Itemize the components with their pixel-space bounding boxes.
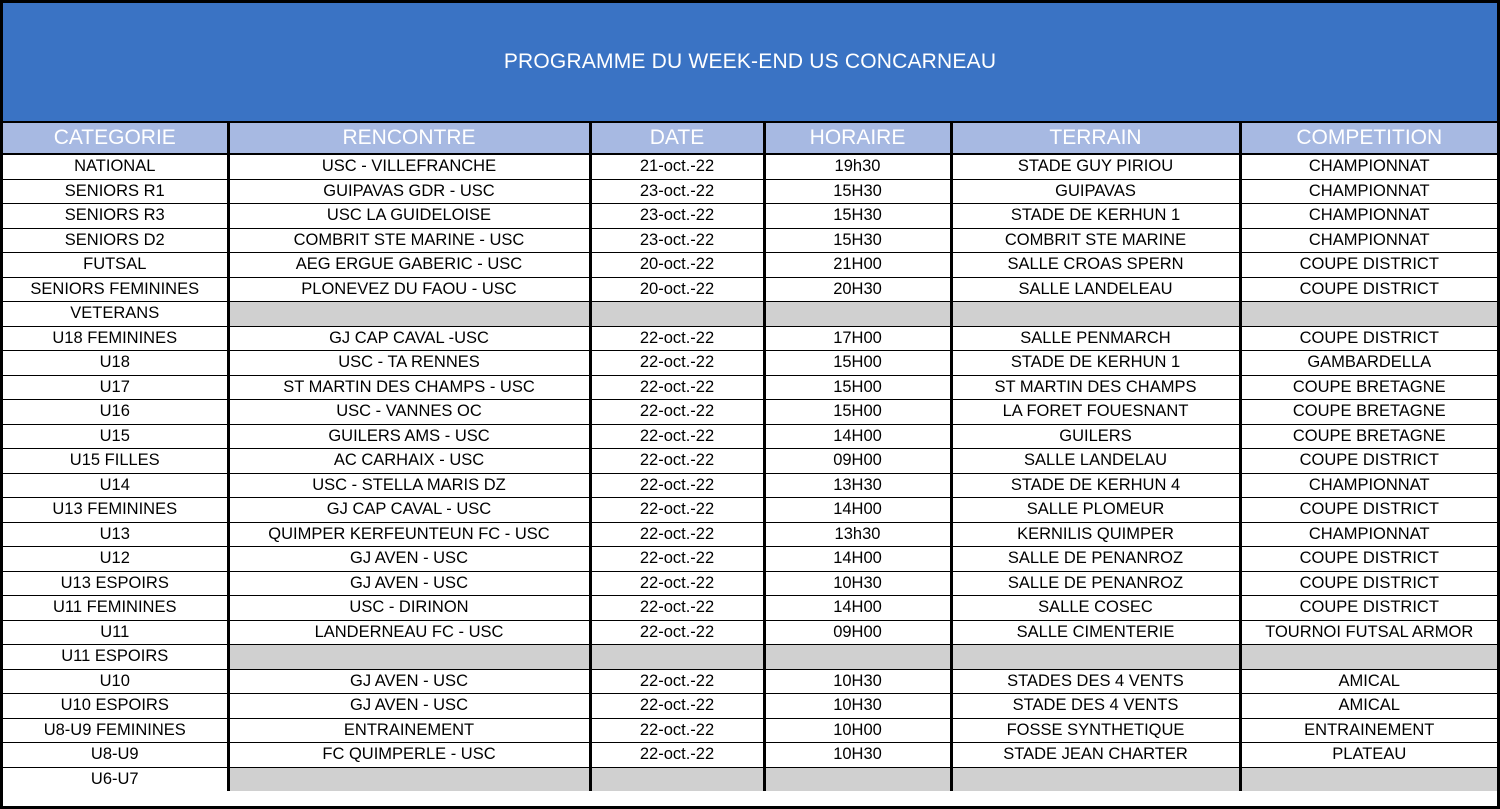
cell-date: 22-oct.-22 [590, 743, 764, 768]
cell-category: U18 FEMININES [3, 326, 228, 351]
cell-competition: CHAMPIONNAT [1240, 154, 1497, 179]
cell-match: USC - VILLEFRANCHE [228, 154, 590, 179]
table-row [3, 253, 1497, 278]
cell-category: U13 FEMININES [3, 498, 228, 523]
cell-venue: SALLE CIMENTERIE [951, 620, 1240, 645]
cell-venue: STADE JEAN CHARTER [951, 743, 1240, 768]
cell-time: 13h30 [764, 522, 951, 547]
cell-match [228, 767, 590, 791]
cell-category: U18 [3, 351, 228, 376]
cell-competition: COUPE BRETAGNE [1240, 424, 1497, 449]
cell-category: U8-U9 FEMININES [3, 718, 228, 743]
cell-match: USC - TA RENNES [228, 351, 590, 376]
cell-category: U13 ESPOIRS [3, 571, 228, 596]
cell-date [590, 645, 764, 670]
table-row [3, 547, 1497, 572]
cell-match: FC QUIMPERLE - USC [228, 743, 590, 768]
cell-category: U15 [3, 424, 228, 449]
table-row [3, 449, 1497, 474]
cell-date: 20-oct.-22 [590, 253, 764, 278]
cell-date: 22-oct.-22 [590, 669, 764, 694]
cell-category: U11 [3, 620, 228, 645]
cell-match: QUIMPER KERFEUNTEUN FC - USC [228, 522, 590, 547]
cell-time: 14H00 [764, 424, 951, 449]
cell-time: 10H30 [764, 743, 951, 768]
cell-time [764, 645, 951, 670]
cell-category: U15 FILLES [3, 449, 228, 474]
cell-date: 22-oct.-22 [590, 694, 764, 719]
cell-date: 22-oct.-22 [590, 498, 764, 523]
table-row [3, 498, 1497, 523]
cell-time: 21H00 [764, 253, 951, 278]
cell-competition: AMICAL [1240, 669, 1497, 694]
table-row [3, 400, 1497, 425]
cell-time: 14H00 [764, 596, 951, 621]
cell-match: USC LA GUIDELOISE [228, 204, 590, 229]
cell-competition [1240, 302, 1497, 327]
cell-match: USC - VANNES OC [228, 400, 590, 425]
cell-date: 22-oct.-22 [590, 375, 764, 400]
cell-category: NATIONAL [3, 154, 228, 179]
cell-time: 15H00 [764, 400, 951, 425]
cell-date: 22-oct.-22 [590, 449, 764, 474]
cell-venue: KERNILIS QUIMPER [951, 522, 1240, 547]
cell-date: 22-oct.-22 [590, 596, 764, 621]
cell-venue: FOSSE SYNTHETIQUE [951, 718, 1240, 743]
cell-date: 22-oct.-22 [590, 400, 764, 425]
cell-category: U16 [3, 400, 228, 425]
table-row [3, 669, 1497, 694]
cell-time: 14H00 [764, 547, 951, 572]
table-row [3, 743, 1497, 768]
cell-match: LANDERNEAU FC - USC [228, 620, 590, 645]
cell-time: 09H00 [764, 620, 951, 645]
cell-venue: GUILERS [951, 424, 1240, 449]
cell-venue: SALLE LANDELAU [951, 449, 1240, 474]
cell-date: 22-oct.-22 [590, 326, 764, 351]
cell-competition: CHAMPIONNAT [1240, 228, 1497, 253]
cell-match: ENTRAINEMENT [228, 718, 590, 743]
cell-match: AC CARHAIX - USC [228, 449, 590, 474]
cell-date: 22-oct.-22 [590, 547, 764, 572]
cell-venue: STADE DE KERHUN 1 [951, 204, 1240, 229]
cell-venue [951, 767, 1240, 791]
table-row [3, 718, 1497, 743]
cell-category: U10 [3, 669, 228, 694]
cell-venue: STADE GUY PIRIOU [951, 154, 1240, 179]
cell-date: 22-oct.-22 [590, 718, 764, 743]
cell-match: ST MARTIN DES CHAMPS - USC [228, 375, 590, 400]
cell-venue: STADE DES 4 VENTS [951, 694, 1240, 719]
cell-time: 15H00 [764, 351, 951, 376]
cell-venue: STADES DES 4 VENTS [951, 669, 1240, 694]
cell-category: SENIORS R3 [3, 204, 228, 229]
table-row [3, 767, 1497, 791]
cell-competition: CHAMPIONNAT [1240, 522, 1497, 547]
cell-category: U14 [3, 473, 228, 498]
table-row [3, 571, 1497, 596]
table-row [3, 375, 1497, 400]
cell-competition: CHAMPIONNAT [1240, 204, 1497, 229]
cell-match: GUILERS AMS - USC [228, 424, 590, 449]
cell-time: 15H00 [764, 375, 951, 400]
cell-category: U11 ESPOIRS [3, 645, 228, 670]
cell-category: U12 [3, 547, 228, 572]
cell-time: 15H30 [764, 179, 951, 204]
table-row [3, 645, 1497, 670]
cell-category: FUTSAL [3, 253, 228, 278]
cell-competition: COUPE DISTRICT [1240, 596, 1497, 621]
cell-competition: TOURNOI FUTSAL ARMOR [1240, 620, 1497, 645]
cell-date: 22-oct.-22 [590, 351, 764, 376]
cell-category: U13 [3, 522, 228, 547]
table-body [3, 154, 1497, 791]
cell-venue: LA FORET FOUESNANT [951, 400, 1240, 425]
cell-category: U11 FEMININES [3, 596, 228, 621]
cell-time: 17H00 [764, 326, 951, 351]
cell-competition: COUPE DISTRICT [1240, 277, 1497, 302]
cell-competition [1240, 767, 1497, 791]
cell-date: 23-oct.-22 [590, 228, 764, 253]
cell-competition: GAMBARDELLA [1240, 351, 1497, 376]
cell-venue: STADE DE KERHUN 1 [951, 351, 1240, 376]
cell-date: 22-oct.-22 [590, 473, 764, 498]
cell-date [590, 302, 764, 327]
cell-date: 22-oct.-22 [590, 571, 764, 596]
cell-date: 22-oct.-22 [590, 620, 764, 645]
cell-match: GJ CAP CAVAL - USC [228, 498, 590, 523]
column-header-match: RENCONTRE [228, 123, 590, 154]
table-row [3, 351, 1497, 376]
cell-match: GJ AVEN - USC [228, 571, 590, 596]
cell-category: SENIORS R1 [3, 179, 228, 204]
cell-match: AEG ERGUE GABERIC - USC [228, 253, 590, 278]
cell-time: 15H30 [764, 228, 951, 253]
column-header-date: DATE [590, 123, 764, 154]
table-row [3, 694, 1497, 719]
cell-competition: COUPE DISTRICT [1240, 571, 1497, 596]
table-row [3, 179, 1497, 204]
cell-category: U10 ESPOIRS [3, 694, 228, 719]
cell-time: 10H30 [764, 669, 951, 694]
cell-competition: AMICAL [1240, 694, 1497, 719]
cell-date: 20-oct.-22 [590, 277, 764, 302]
cell-competition [1240, 645, 1497, 670]
cell-time: 20H30 [764, 277, 951, 302]
cell-competition: COUPE DISTRICT [1240, 326, 1497, 351]
cell-venue: SALLE PENMARCH [951, 326, 1240, 351]
table-row [3, 596, 1497, 621]
column-header-time: HORAIRE [764, 123, 951, 154]
cell-category: VETERANS [3, 302, 228, 327]
cell-date: 23-oct.-22 [590, 179, 764, 204]
cell-competition: CHAMPIONNAT [1240, 473, 1497, 498]
cell-competition: COUPE DISTRICT [1240, 498, 1497, 523]
cell-category: U17 [3, 375, 228, 400]
cell-competition: COUPE BRETAGNE [1240, 375, 1497, 400]
cell-time: 10H30 [764, 571, 951, 596]
schedule-table [3, 123, 1497, 791]
cell-venue: SALLE CROAS SPERN [951, 253, 1240, 278]
cell-venue: GUIPAVAS [951, 179, 1240, 204]
cell-category: SENIORS D2 [3, 228, 228, 253]
cell-venue: SALLE DE PENANROZ [951, 571, 1240, 596]
cell-match: GJ AVEN - USC [228, 669, 590, 694]
cell-date: 23-oct.-22 [590, 204, 764, 229]
cell-category: U8-U9 [3, 743, 228, 768]
cell-match: USC - STELLA MARIS DZ [228, 473, 590, 498]
cell-time [764, 302, 951, 327]
cell-venue: SALLE COSEC [951, 596, 1240, 621]
cell-competition: CHAMPIONNAT [1240, 179, 1497, 204]
header-row [3, 123, 1497, 154]
table-row [3, 473, 1497, 498]
cell-competition: COUPE BRETAGNE [1240, 400, 1497, 425]
table-row [3, 424, 1497, 449]
cell-time [764, 767, 951, 791]
table-row [3, 154, 1497, 179]
column-header-category: CATEGORIE [3, 123, 228, 154]
cell-venue: SALLE LANDELEAU [951, 277, 1240, 302]
column-header-venue: TERRAIN [951, 123, 1240, 154]
cell-match: PLONEVEZ DU FAOU - USC [228, 277, 590, 302]
cell-match: USC - DIRINON [228, 596, 590, 621]
cell-category: SENIORS FEMININES [3, 277, 228, 302]
cell-time: 15H30 [764, 204, 951, 229]
cell-time: 14H00 [764, 498, 951, 523]
cell-date: 22-oct.-22 [590, 424, 764, 449]
page-title: PROGRAMME DU WEEK-END US CONCARNEAU [3, 3, 1497, 123]
cell-venue: SALLE PLOMEUR [951, 498, 1240, 523]
cell-competition: ENTRAINEMENT [1240, 718, 1497, 743]
table-row [3, 204, 1497, 229]
cell-match: COMBRIT STE MARINE - USC [228, 228, 590, 253]
cell-category: U6-U7 [3, 767, 228, 791]
cell-competition: COUPE DISTRICT [1240, 449, 1497, 474]
cell-time: 19h30 [764, 154, 951, 179]
cell-match [228, 645, 590, 670]
cell-time: 13H30 [764, 473, 951, 498]
cell-time: 09H00 [764, 449, 951, 474]
table-row [3, 228, 1497, 253]
cell-match: GUIPAVAS GDR - USC [228, 179, 590, 204]
cell-date: 21-oct.-22 [590, 154, 764, 179]
cell-date: 22-oct.-22 [590, 522, 764, 547]
cell-match [228, 302, 590, 327]
table-row [3, 326, 1497, 351]
cell-match: GJ AVEN - USC [228, 694, 590, 719]
cell-venue: SALLE DE PENANROZ [951, 547, 1240, 572]
cell-venue [951, 645, 1240, 670]
cell-venue: ST MARTIN DES CHAMPS [951, 375, 1240, 400]
cell-venue: COMBRIT STE MARINE [951, 228, 1240, 253]
cell-time: 10H00 [764, 718, 951, 743]
cell-date [590, 767, 764, 791]
table-row [3, 302, 1497, 327]
column-header-competition: COMPETITION [1240, 123, 1497, 154]
cell-competition: COUPE DISTRICT [1240, 547, 1497, 572]
cell-venue [951, 302, 1240, 327]
table-row [3, 277, 1497, 302]
table-row [3, 620, 1497, 645]
cell-competition: COUPE DISTRICT [1240, 253, 1497, 278]
cell-match: GJ CAP CAVAL -USC [228, 326, 590, 351]
cell-time: 10H30 [764, 694, 951, 719]
cell-match: GJ AVEN - USC [228, 547, 590, 572]
cell-venue: STADE DE KERHUN 4 [951, 473, 1240, 498]
cell-competition: PLATEAU [1240, 743, 1497, 768]
table-row [3, 522, 1497, 547]
